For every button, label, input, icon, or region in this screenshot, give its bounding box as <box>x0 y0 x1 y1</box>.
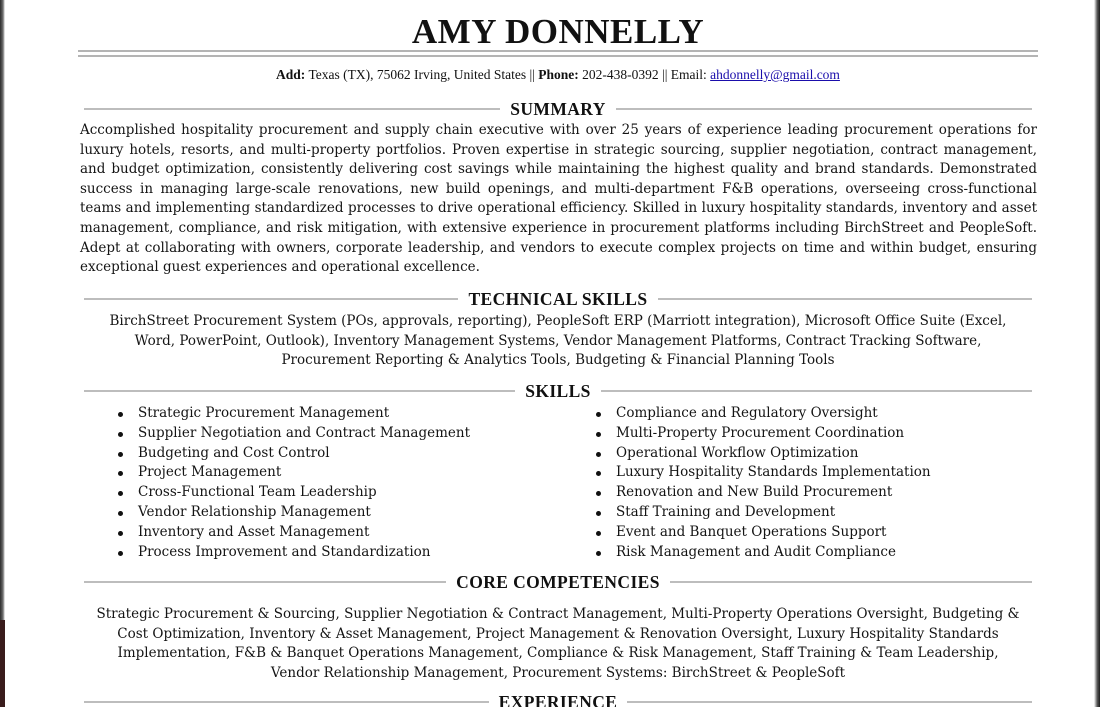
technical-skills-title: TECHNICAL SKILLS <box>468 288 648 309</box>
skill-item: Risk Management and Audit Compliance <box>592 543 931 563</box>
core-competencies-title: CORE COMPETENCIES <box>456 571 660 592</box>
core-competencies-line: Implementation, F&B & Banquet Operations Management, Compliance & Risk Management, Staff Training & Team Leadership, <box>117 645 999 662</box>
core-competencies-heading <box>78 572 1038 592</box>
skill-item: Strategic Procurement Management <box>114 404 470 424</box>
summary-title: SUMMARY <box>510 98 606 119</box>
skills-column-left <box>114 404 470 562</box>
heading-rule <box>658 298 1032 300</box>
skill-item: Project Management <box>114 463 470 483</box>
heading-rule <box>84 298 458 300</box>
experience-title: EXPERIENCE <box>498 691 618 707</box>
viewer-left-edge <box>0 0 5 707</box>
address-label: Add: <box>276 67 306 82</box>
heading-rule <box>84 701 489 703</box>
skills-heading <box>78 381 1038 401</box>
technical-skills-line: BirchStreet Procurement System (POs, approvals, reporting), PeopleSoft ERP (Marriott integration), Microsoft Office Suite (Excel, <box>109 313 1007 329</box>
skill-item: Inventory and Asset Management <box>114 523 470 543</box>
skill-item: Process Improvement and Standardization <box>114 543 470 563</box>
email-link[interactable]: ahdonnelly@gmail.com <box>710 67 840 82</box>
contact-line <box>78 67 1038 83</box>
viewer-right-edge <box>1094 0 1100 707</box>
heading-rule <box>670 581 1032 583</box>
separator: || <box>662 67 668 82</box>
heading-rule <box>84 108 500 110</box>
skill-item: Budgeting and Cost Control <box>114 444 470 464</box>
skill-item: Cross-Functional Team Leadership <box>114 483 470 503</box>
phone-value: 202-438-0392 <box>582 67 659 82</box>
core-competencies-line: Vendor Relationship Management, Procurement Systems: BirchStreet & PeopleSoft <box>270 664 846 681</box>
technical-skills-line: Procurement Reporting & Analytics Tools, Budgeting & Financial Planning Tools <box>281 352 835 369</box>
skill-item: Renovation and New Build Procurement <box>592 483 931 503</box>
heading-rule <box>84 581 446 583</box>
heading-rule <box>627 701 1032 703</box>
skills-column-right <box>592 404 931 562</box>
address-value: Texas (TX), 75062 Irving, United States <box>308 67 527 82</box>
skill-item: Event and Banquet Operations Support <box>592 523 931 543</box>
candidate-name: AMY DONNELLY <box>411 12 705 51</box>
summary-text: Accomplished hospitality procurement and supply chain executive with over 25 years of experience leading procurement operations for luxury hotels, resorts, and multi-property portfolios. Proven expertise in strategic sourcing, supplier negotiation, contract management, and budget optimization, consistently delivering cost savings while maintaining the highest quality and brand standards. Demonstrated success in managing large-scale renovations, new build openings, and multi-department F&B operations, overseeing cross-functional teams and implementing standardized processes to drive operational efficiency. Skilled in luxury hospitality standards, inventory and asset management, compliance, and risk mitigation, with extensive experience in procurement platforms including BirchStreet and PeopleSoft. Adept at collaborating with owners, corporate leadership, and vendors to execute complex projects on time and within budget, ensuring exceptional guest experiences and operational excellence. <box>80 122 1037 276</box>
skill-item: Supplier Negotiation and Contract Management <box>114 424 470 444</box>
technical-skills-line: Word, PowerPoint, Outlook), Inventory Management Systems, Vendor Management Platforms, Contract Tracking Software, <box>134 332 982 349</box>
technical-skills-text <box>78 312 1038 371</box>
skill-item: Operational Workflow Optimization <box>592 444 931 464</box>
core-competencies-text <box>78 605 1038 683</box>
skill-item: Luxury Hospitality Standards Implementation <box>592 463 931 483</box>
heading-rule <box>601 390 1032 392</box>
phone-label: Phone: <box>538 67 579 82</box>
heading-rule <box>84 390 515 392</box>
heading-rule <box>616 108 1032 110</box>
email-label: Email: <box>670 67 707 82</box>
summary-heading <box>78 99 1038 119</box>
core-competencies-line: Strategic Procurement & Sourcing, Supplier Negotiation & Contract Management, Multi-Property Operations Oversight, Budgeting & <box>96 606 1020 622</box>
skill-item: Compliance and Regulatory Oversight <box>592 404 931 424</box>
header-divider <box>78 50 1038 57</box>
experience-heading <box>78 692 1038 707</box>
skill-item: Vendor Relationship Management <box>114 503 470 523</box>
skills-list <box>78 404 1038 564</box>
skill-item: Staff Training and Development <box>592 503 931 523</box>
skills-title: SKILLS <box>525 380 591 401</box>
separator: || <box>529 67 535 82</box>
core-competencies-line: Cost Optimization, Inventory & Asset Management, Project Management & Renovation Oversight, Luxury Hospitality Standards <box>117 625 999 642</box>
resume-page <box>78 0 1038 707</box>
technical-skills-heading <box>78 289 1038 309</box>
skill-item: Multi-Property Procurement Coordination <box>592 424 931 444</box>
